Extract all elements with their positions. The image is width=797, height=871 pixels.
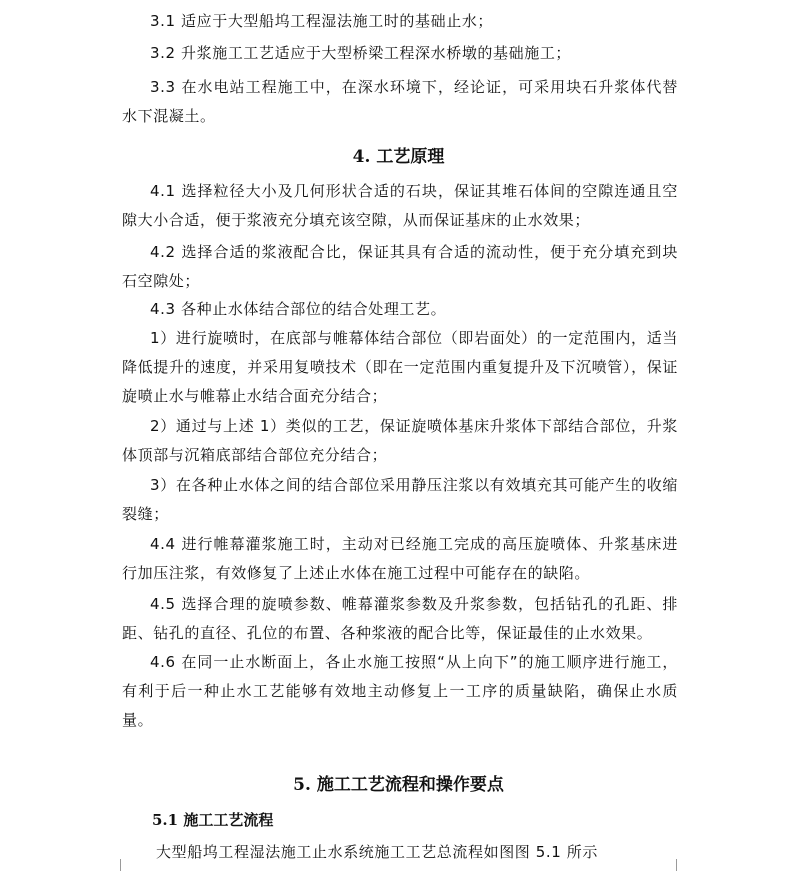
paragraph-item-2: 2）通过与上述 1）类似的工艺，保证旋喷体基床升浆体下部结合部位，升浆体顶部与沉箱底部结合部位充分结合； — [122, 417, 678, 464]
paragraph-4-4: 4.4 进行帷幕灌浆施工时，主动对已经施工完成的高压旋喷体、升浆基床进行加压注浆，有效修复了上述止水体在施工过程中可能存在的缺陷。 — [122, 535, 678, 582]
text-line: 3.1 适应于大型船坞工程湿法施工时的基础止水； — [150, 12, 494, 30]
paragraph-item-1: 1）进行旋喷时，在底部与帷幕体结合部位（即岩面处）的一定范围内，适当降低提升的速度，并采用复喷技术（即在一定范围内重复提升及下沉喷管），保证旋喷止水与帷幕止水结合面充分结合； — [122, 329, 678, 405]
paragraph-5-1 — [122, 838, 678, 867]
page-corner-mark-right — [676, 859, 689, 871]
paragraph-3-1 — [122, 7, 678, 36]
paragraph-4-2: 4.2 选择合适的浆液配合比，保证其具有合适的流动性，便于充分填充到块石空隙处； — [122, 243, 678, 290]
text-line: 3.2 升浆施工工艺适应于大型桥梁工程深水桥墩的基础施工； — [150, 44, 572, 62]
paragraph-4-5: 4.5 选择合理的旋喷参数、帷幕灌浆参数及升浆参数，包括钻孔的孔距、排距、钻孔的直径、孔位的布置、各种浆液的配合比等，保证最佳的止水效果。 — [122, 595, 678, 642]
paragraph-4-6: 4.6 在同一止水断面上，各止水施工按照“从上向下”的施工顺序进行施工，有利于后一种止水工艺能够有效地主动修复上一工序的质量缺陷，确保止水质量。 — [122, 653, 678, 729]
page-corner-mark-left — [108, 859, 121, 871]
paragraph-item-3: 3）在各种止水体之间的结合部位采用静压注浆以有效填充其可能产生的收缩裂缝； — [122, 476, 678, 523]
paragraph-3-3: 3.3 在水电站工程施工中，在深水环境下，经论证，可采用块石升浆体代替水下混凝土。 — [122, 78, 678, 125]
heading-5-1: 5.1 施工工艺流程 — [152, 811, 274, 829]
heading-4: 4. 工艺原理 — [352, 147, 445, 167]
text-line: 大型船坞工程湿法施工止水系统施工工艺总流程如图图 5.1 所示 — [156, 843, 598, 861]
paragraph-4-3: 4.3 各种止水体结合部位的结合处理工艺。 — [150, 300, 447, 318]
heading-5: 5. 施工工艺流程和操作要点 — [293, 775, 504, 795]
paragraph-4-1: 4.1 选择粒径大小及几何形状合适的石块，保证其堆石体间的空隙连通且空隙大小合适，便于浆液充分填充该空隙，从而保证基床的止水效果； — [122, 182, 678, 229]
paragraph-3-2 — [122, 39, 678, 68]
